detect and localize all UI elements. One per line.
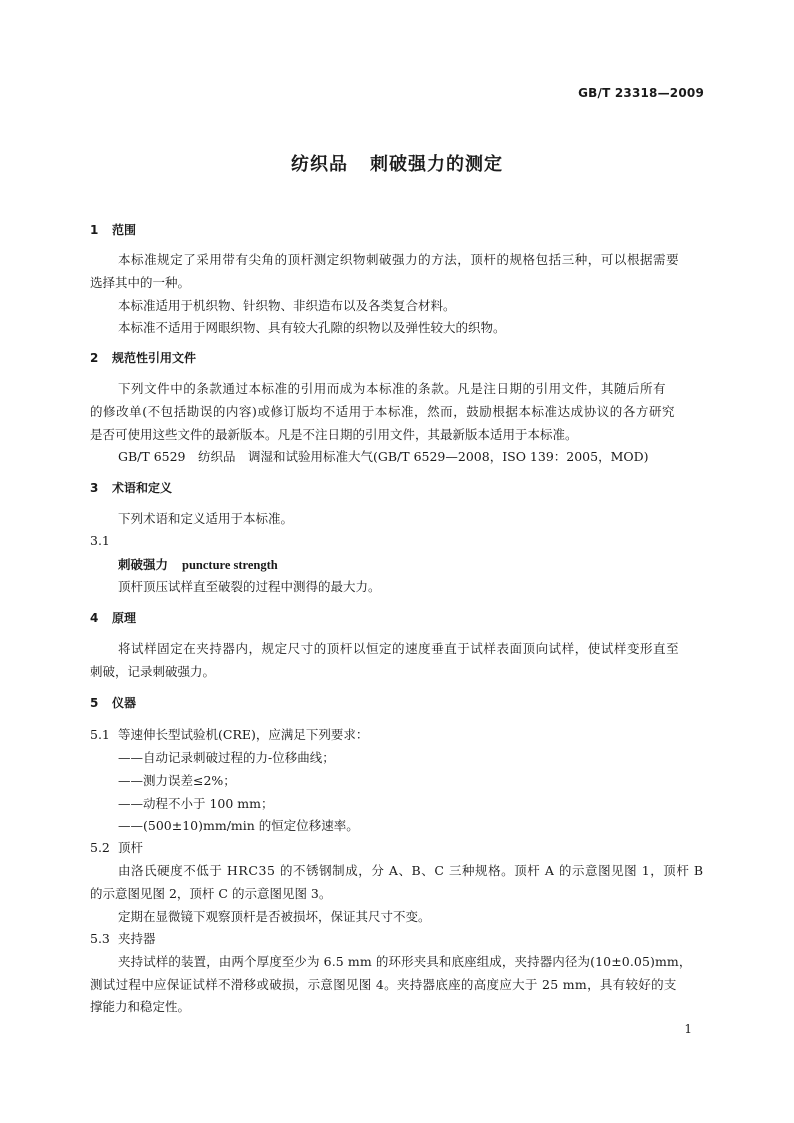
page-number: 1 [684, 1022, 692, 1036]
clamp-paragraph-line: 夹持试样的装置，由两个厚度至少为 6.5 mm 的环形夹具和底座组成，夹持器内径为(10±0.05)mm， [118, 954, 692, 969]
section-title: 规范性引用文件 [112, 351, 197, 365]
requirement-item: ——自动记录刺破过程的力-位移曲线； [118, 750, 335, 765]
section-1-heading [90, 221, 136, 238]
section-number: 4 [90, 611, 99, 625]
subclause-number: 3.1 [90, 533, 110, 548]
section-number: 3 [90, 481, 99, 495]
principle-paragraph-line: 刺破，记录刺破强力。 [90, 664, 216, 679]
section-5-heading [90, 694, 136, 711]
standard-code: GB/T 23318—2009 [578, 86, 704, 100]
principle-paragraph-line: 将试样固定在夹持器内，规定尺寸的顶杆以恒定的速度垂直于试样表面顶向试样，使试样变形直至 [118, 641, 680, 656]
section-4-heading [90, 609, 136, 626]
requirement-item: ——(500±10)mm/min 的恒定位移速率。 [118, 818, 359, 833]
clause-5-1 [90, 725, 368, 743]
plunger-paragraph-line: 由洛氏硬度不低于 HRC35 的不锈钢制成，分 A、B、C 三种规格。顶杆 A 的示意图见图 1，顶杆 B [118, 863, 704, 878]
section-title: 仪器 [112, 696, 137, 710]
plunger-paragraph-line: 的示意图见图 2，顶杆 C 的示意图见图 3。 [90, 886, 332, 901]
section-3-heading [90, 479, 172, 496]
scope-paragraph-line: 本标准规定了采用带有尖角的顶杆测定织物刺破强力的方法，顶杆的规格包括三种，可以根据需要 [118, 252, 680, 267]
plunger-check: 定期在显微镜下观察顶杆是否被损坏，保证其尺寸不变。 [118, 909, 431, 924]
normative-reference: GB/T 6529 纺织品 调湿和试验用标准大气(GB/T 6529—2008，ISO 139：2005，MOD) [118, 449, 649, 464]
term-entry [118, 555, 278, 573]
scope-applicability: 本标准适用于机织物、针织物、非织造布以及各类复合材料。 [118, 298, 456, 313]
scope-paragraph-line: 选择其中的一种。 [90, 275, 191, 290]
section-title: 范围 [112, 223, 137, 237]
clamp-paragraph-line: 撑能力和稳定性。 [90, 999, 191, 1014]
title-part1: 纺织品 [291, 154, 348, 175]
clause-text: 等速伸长型试验机(CRE)，应满足下列要求： [118, 727, 369, 742]
section-title: 术语和定义 [112, 481, 173, 495]
clause-5-2 [90, 838, 143, 856]
clause-title: 夹持器 [118, 931, 156, 946]
scope-exclusion: 本标准不适用于网眼织物、具有较大孔隙的织物以及弹性较大的织物。 [118, 320, 506, 335]
subclause-number: 5.2 [90, 840, 110, 855]
title-part2: 刺破强力的测定 [370, 154, 503, 175]
term-chinese: 刺破强力 [118, 557, 169, 572]
clause-5-3 [90, 929, 156, 947]
normative-paragraph-line: 下列文件中的条款通过本标准的引用而成为本标准的条款。凡是注日期的引用文件，其随后所有 [118, 381, 667, 396]
requirement-item: ——测力误差≤2%； [118, 773, 236, 788]
normative-paragraph-line: 是否可使用这些文件的最新版本。凡是不注日期的引用文件，其最新版本适用于本标准。 [90, 427, 578, 442]
subclause-number: 5.3 [90, 931, 110, 946]
section-number: 5 [90, 696, 99, 710]
term-english: puncture strength [182, 558, 278, 572]
subclause-number: 5.1 [90, 727, 110, 742]
page-title [0, 150, 794, 176]
terms-intro: 下列术语和定义适用于本标准。 [118, 511, 294, 526]
clamp-paragraph-line: 测试过程中应保证试样不滑移或破损，示意图见图 4。夹持器底座的高度应大于 25 mm，具有较好的支 [90, 977, 677, 992]
section-2-heading [90, 349, 196, 366]
clause-title: 顶杆 [118, 840, 144, 855]
section-title: 原理 [112, 611, 137, 625]
requirement-item: ——动程不小于 100 mm； [118, 796, 274, 811]
term-definition: 顶杆顶压试样直至破裂的过程中测得的最大力。 [118, 579, 381, 594]
section-number: 2 [90, 351, 99, 365]
normative-paragraph-line: 的修改单(不包括勘误的内容)或修订版均不适用于本标准，然而，鼓励根据本标准达成协议的各方研究 [90, 404, 676, 419]
section-number: 1 [90, 223, 99, 237]
